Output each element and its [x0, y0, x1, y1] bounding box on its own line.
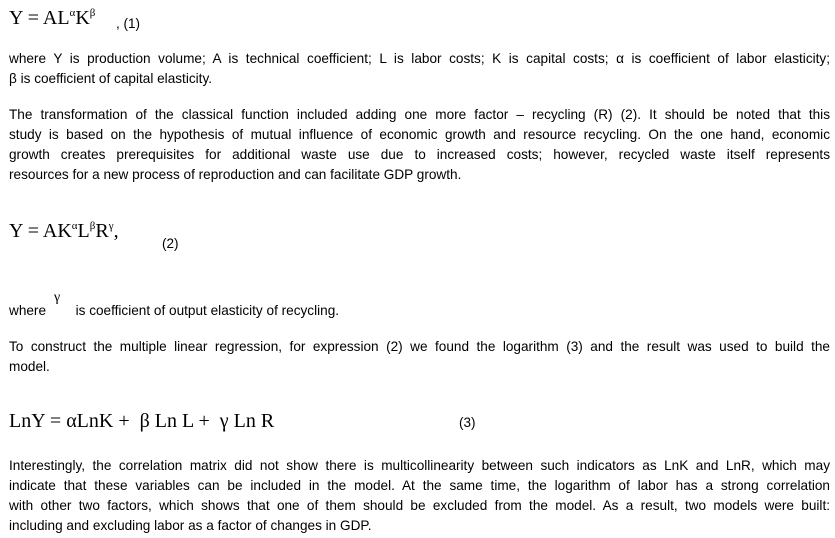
paragraph-4-line: To construct the multiple linear regression, for expression (2) we found the logarithm (3) and the result was used to build the: [9, 339, 830, 354]
paragraph-transformation: [9, 105, 830, 185]
equation-1: [9, 8, 95, 28]
paragraph-4-line: model.: [9, 359, 50, 374]
paragraph-5-line: including and excluding labor as a factor of changes in GDP.: [9, 518, 372, 533]
paragraph-1-line: β is coefficient of capital elasticity.: [9, 71, 213, 86]
equation-2-comma: ,: [113, 220, 119, 242]
paragraph-2-line: resources for a new process of reproduction and can facilitate GDP growth.: [9, 167, 462, 182]
equation-1-k: K: [75, 7, 90, 29]
equation-3-number: (3): [459, 415, 476, 430]
paragraph-2-line: The transformation of the classical function included adding one more factor – recycling (R) (2). It should be noted that this: [9, 107, 830, 122]
equation-2-r: R: [95, 220, 109, 242]
gamma-symbol: γ: [54, 290, 61, 305]
paragraph-2-line: growth creates prerequisites for additional waste use due to increased costs; however, recycled waste itself represents: [9, 147, 830, 162]
paragraph-5-line: with other two factors, which shows that one of them should be excluded from the model. As a result, two models were built:: [9, 498, 830, 513]
equation-2-gamma: γ: [108, 220, 114, 232]
paragraph-1-line: where Y is production volume; A is technical coefficient; L is labor costs; K is capital costs; α is coefficient of labor elasticity;: [9, 51, 830, 66]
equation-2-number: (2): [162, 236, 179, 251]
equation-2-beta: β: [89, 220, 96, 232]
equation-2-l: L: [77, 220, 90, 242]
paragraph-5-line: Interestingly, the correlation matrix did not show there is multicollinearity between such indicators as LnK and LnR, which may: [9, 458, 830, 473]
paragraph-3-suffix: is coefficient of output elasticity of recycling.: [75, 303, 340, 318]
paragraph-3-prefix: where: [9, 303, 47, 318]
equation-1-beta: β: [89, 7, 96, 19]
equation-2-alpha: α: [71, 220, 78, 232]
equation-1-alpha: α: [69, 7, 76, 19]
equation-1-number: , (1): [116, 16, 141, 31]
equation-2: [9, 221, 119, 241]
paragraph-5-line: indicate that these variables can be included in the model. At the same time, the logarithm of labor has a strong correlation: [9, 478, 830, 493]
paragraph-correlation: [9, 456, 830, 536]
equation-3: LnY = αLnK + β Ln L + γ Ln R: [9, 410, 275, 432]
paragraph-variable-definitions: [9, 49, 830, 89]
equation-1-lhs: Y = AL: [9, 7, 70, 29]
paragraph-regression: [9, 337, 830, 377]
paragraph-gamma-definition: [9, 301, 830, 321]
paragraph-2-line: study is based on the hypothesis of mutual influence of economic growth and resource recycling. On the one hand, economic: [9, 127, 830, 142]
equation-2-lhs: Y = AK: [9, 220, 72, 242]
